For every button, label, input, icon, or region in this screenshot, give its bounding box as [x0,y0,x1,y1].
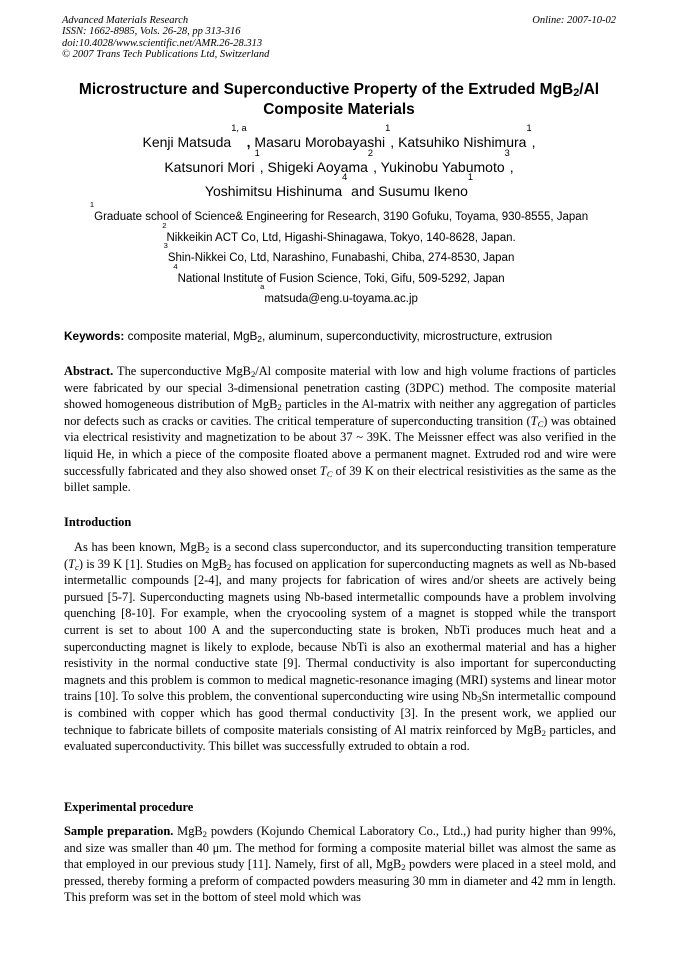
author-name: Katsuhiko Nishimura [398,134,527,150]
journal-name: Advanced Materials Research [62,15,189,26]
author-name: Masaru Morobayashi [254,134,386,150]
sample-preparation-paragraph: Sample preparation. MgB$_2$ powders (Kojundo Chemical Laboratory Co., Ltd.,) had purity higher than 99%, and size was smaller than 40 μm. The method for forming a composite material billet was almost the same as that employed in our previous study [11]. Namely, first of all, MgB$_2$ powders were placed in a steel mold, and pressed, thereby forming a preform of compacted powders measuring 30 mm in diameter and 42 mm in length. This preform was set in the bottom of steel mold which was [64,824,617,905]
introduction-paragraph: As has been known, MgB$_2$ is a second class superconductor, and its superconducting transition temperature $(T_c)$ is 39 K [1]. Studies on MgB$_2$ has focused on application for superconducting magnets as well as Nb-based intermetallic compounds [2-4], and many projects for fabrication of wires and/or sheets are actively being pursued [5-7]. Superconducting magnets using Nb-based intermetallic compounds have a problem involving quenching [8-10]. For example, when the cryocooling system of a magnet is stopped while the transport current is set to about 100 A and the superconducting state is broken, NbTi produces much heat and a superconducting magnet is likely to explode, because NbTi is also an exothermal material and has a higher resistivity in the normal conductive state [9]. Thermal conductivity is also important for superconducting magnets and this problem is common to medical magnetic-resonance imaging (MRI) systems and linear motor trains [10]. To solve this problem, the conventional superconducting wire using $Nb_3Sn$ intermetallic compound is combined with copper which has good thermal conductivity [3]. In the present work, we applied our technique to fabricate billets of composite materials consisting of Al matrix reinforced by MgB$_2$ particles, and evaluated superconductivity. This billet was successfully extruded to obtain a rod. [64,540,616,754]
keywords: Keywords: composite material, MgB$_2$, aluminum, superconductivity, microstructure, extrusion [64,329,553,344]
online-date: Online: 2007-10-02 [532,15,616,26]
copyright-line: © 2007 Trans Tech Publications Ltd, Switzerland [62,49,270,61]
issn-line: ISSN: 1662-8985, Vols. 26-28, pp 313-316 [62,26,241,38]
affiliation: $^3$Shin-Nikkei Co, Ltd, Narashino, Funabashi, Chiba, 274-8530, Japan [163,241,515,265]
author-name: Yukinobu Yabumoto [380,158,505,175]
author-name: Katsunori Mori [164,158,255,175]
running-header [62,15,616,61]
author-name: Susumu Ikeno [378,183,468,199]
abstract: Abstract. The superconductive MgB$_2$/Al composite material with low and high volume fractions of particles were fabricated by our special 3-dimensional penetration casting (3DPC) method. The composite material showed homogeneous distribution of MgB$_2$ particles in the Al-matrix with neither any aggregation of particles nor defects such as cracks or cavities. The critical temperature of superconducting transition $(T_C)$ was obtained via electrical resistivity and magnetization to be about 37 ~ 39K. The Meissner effect was also verified in the liquid He, in which a piece of the composite floated above a permanent magnet. Extruded rod and wire were successfully fabricated and they also showed onset $T_C$ of 39 K on their electrical resistivities as the same as the billet sample. [64,364,617,495]
section-heading-experimental: Experimental procedure [64,800,194,814]
affiliation: $^4$National Institute of Fusion Science, Toki, Gifu, 509-5292, Japan [173,261,505,285]
paper-title: Microstructure and Superconductive Property of the Extruded MgB$_2$/Al Composite Materials [78,81,600,118]
author-name: Yoshimitsu Hishinuma [204,183,343,199]
contact-email: $^a$matsuda@eng.u-toyama.ac.jp [260,282,418,306]
author-name: Shigeki Aoyama [267,158,368,175]
author-list: Kenji Matsuda$^{1, a}$, Masaru Morobayashi$^1$, Katsuhiko Nishimura$^1$, Katsunori Mori$^1$, Shigeki Aoyama$^2$, Yukinobu Yabumoto$^3$, Yoshimitsu Hishinuma$^4$ and Susumu Ikeno$^1$ [142,123,536,199]
section-heading-introduction: Introduction [64,515,132,529]
abstract-label: Abstract. [64,364,114,378]
affiliation-list [50,200,628,310]
author-name: Kenji Matsuda [142,134,232,150]
affiliation: $^2$Nikkeikin ACT Co, Ltd, Higashi-Shinagawa, Tokyo, 140-8628, Japan. [162,220,516,244]
subsection-label: Sample preparation. [64,824,174,838]
doi-line: doi:10.4028/www.scientific.net/AMR.26-28.313 [62,37,263,49]
keywords-label: Keywords: [64,329,125,343]
affiliation: $^1$Graduate school of Science& Engineering for Research, 3190 Gofuku, Toyama, 930-8555, Japan [89,200,589,223]
